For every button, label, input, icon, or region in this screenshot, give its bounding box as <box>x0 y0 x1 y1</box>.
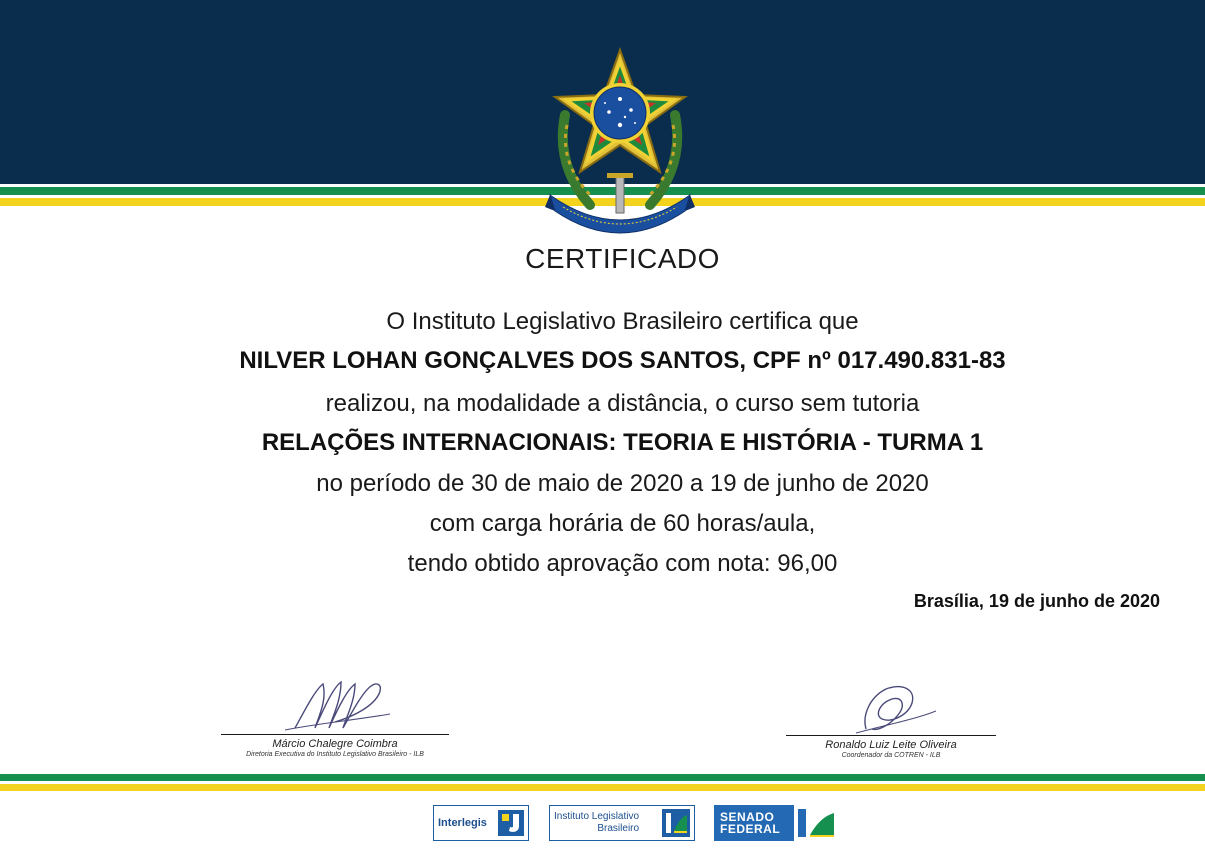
recipient-name: NILVER LOHAN GONÇALVES DOS SANTOS, CPF nº 017.490.831-83 <box>239 347 1006 374</box>
signature-block-left <box>215 670 455 758</box>
senado-logo-line-2: FEDERAL <box>720 822 781 836</box>
handwritten-signature-left <box>275 670 395 734</box>
footer-stripe-yellow <box>0 784 1205 791</box>
signature-line-right <box>786 735 996 736</box>
senado-federal-logo <box>714 805 838 841</box>
signatory-role-left: Diretoria Executiva do Instituto Legislativo Brasileiro - ILB <box>246 751 424 758</box>
senado-logo-line-1: SENADO <box>720 810 775 824</box>
ilb-logo-line-1: Instituto Legislativo <box>554 811 640 822</box>
ilb-mark-icon <box>662 809 690 837</box>
ilb-logo-text <box>554 811 639 835</box>
signature-block-right <box>780 675 1002 759</box>
interlegis-mark-icon <box>498 810 524 836</box>
senado-federal-mark-icon <box>794 805 838 841</box>
course-workload: com carga horária de 60 horas/aula, <box>429 510 816 537</box>
course-period: no período de 30 de maio de 2020 a 19 de junho de 2020 <box>316 470 929 497</box>
senado-logo-text <box>720 811 780 835</box>
ilb-logo <box>549 805 695 841</box>
coat-of-arms-of-brazil-icon <box>545 45 695 235</box>
signature-line-left <box>221 734 449 735</box>
handwritten-signature-right <box>836 675 946 735</box>
interlegis-logo <box>433 805 529 841</box>
place-and-date: Brasília, 19 de junho de 2020 <box>913 591 1160 611</box>
course-modality: realizou, na modalidade a distância, o curso sem tutoria <box>325 390 920 417</box>
signatory-role-right: Coordenador da COTREN - ILB <box>841 752 941 759</box>
course-name: RELAÇÕES INTERNACIONAIS: TEORIA E HISTÓRIA - TURMA 1 <box>261 429 984 456</box>
footer-stripe-green <box>0 774 1205 781</box>
course-grade: tendo obtido aprovação com nota: 96,00 <box>407 550 838 577</box>
signatory-name-left: Márcio Chalegre Coimbra <box>272 738 398 750</box>
ilb-logo-line-2: Brasileiro <box>597 823 640 834</box>
certificate-title: CERTIFICADO <box>525 243 720 274</box>
certificate-intro: O Instituto Legislativo Brasileiro certifica que <box>386 308 859 335</box>
signatory-name-right: Ronaldo Luiz Leite Oliveira <box>825 739 957 751</box>
interlegis-logo-text: Interlegis <box>438 817 487 829</box>
